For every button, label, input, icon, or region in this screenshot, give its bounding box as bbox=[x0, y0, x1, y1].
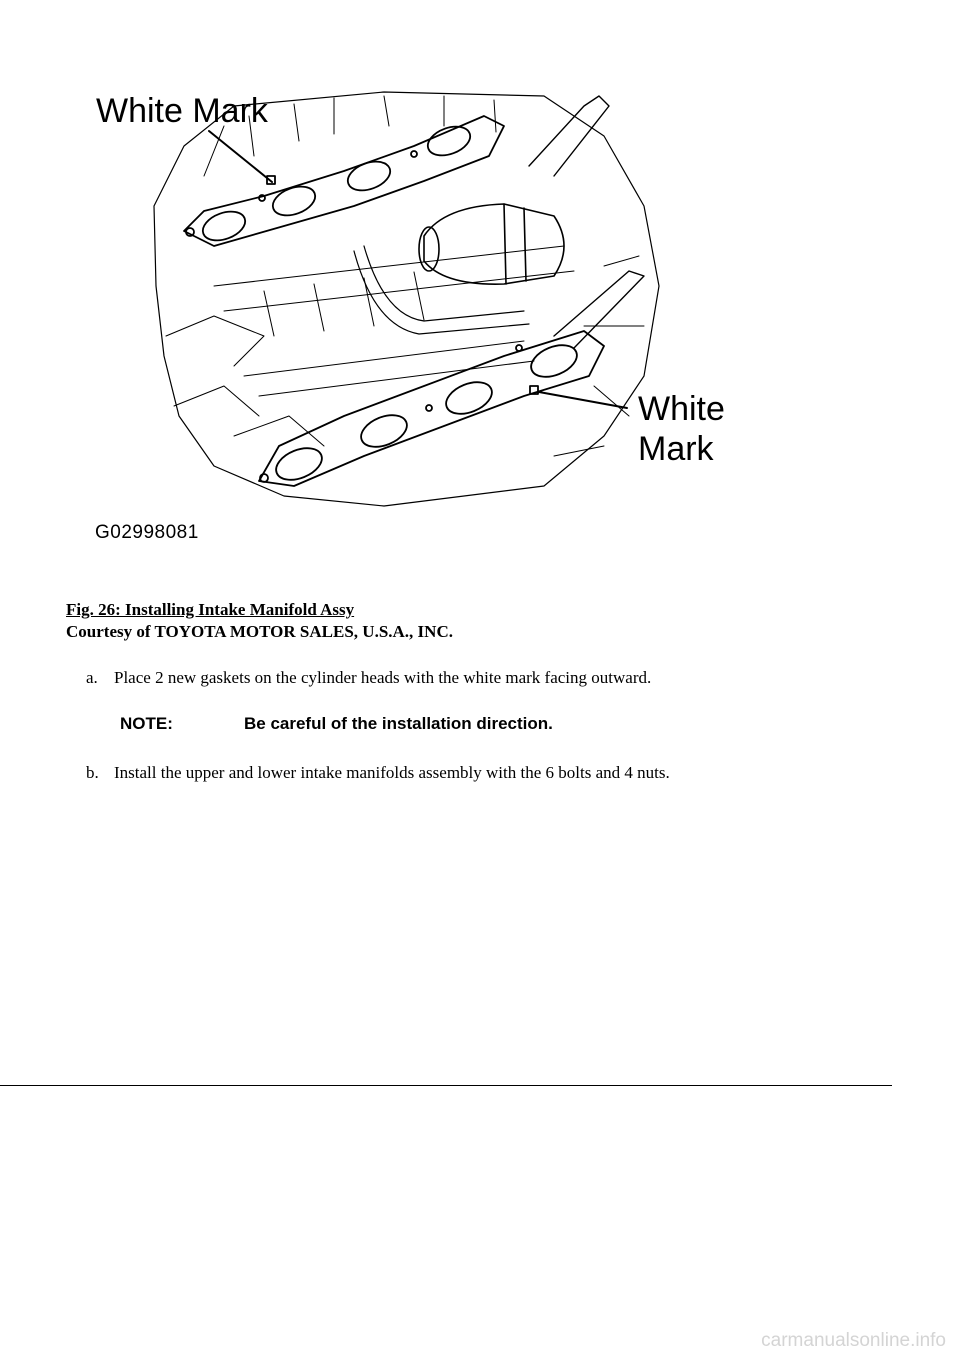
lower-gasket bbox=[259, 331, 604, 486]
note-box bbox=[120, 714, 553, 734]
white-mark-callout-bottom-line1: White bbox=[638, 390, 725, 428]
step-marker: a. bbox=[86, 668, 98, 687]
step-b bbox=[86, 763, 670, 783]
white-mark-callout-top: White Mark bbox=[96, 92, 268, 130]
note-label: NOTE: bbox=[120, 714, 173, 733]
figure-code: G02998081 bbox=[95, 522, 199, 543]
horizontal-rule bbox=[0, 1085, 892, 1086]
step-text: Place 2 new gaskets on the cylinder heads with the white mark facing outward. bbox=[114, 668, 652, 687]
engine-illustration bbox=[84, 86, 724, 546]
step-text: Install the upper and lower intake manifolds assembly with the 6 bolts and 4 nuts. bbox=[114, 763, 670, 782]
upper-gasket bbox=[184, 116, 504, 246]
courtesy-line: Courtesy of TOYOTA MOTOR SALES, U.S.A., INC. bbox=[66, 622, 453, 641]
starter-motor bbox=[419, 204, 564, 284]
figure-caption-link[interactable]: Fig. 26: Installing Intake Manifold Assy bbox=[66, 600, 355, 619]
step-a bbox=[86, 668, 651, 688]
note-text: Be careful of the installation direction. bbox=[244, 714, 553, 733]
step-marker: b. bbox=[86, 763, 99, 782]
white-mark-callout-bottom-line2: Mark bbox=[638, 430, 714, 468]
watermark: carmanualsonline.info bbox=[761, 1330, 946, 1351]
